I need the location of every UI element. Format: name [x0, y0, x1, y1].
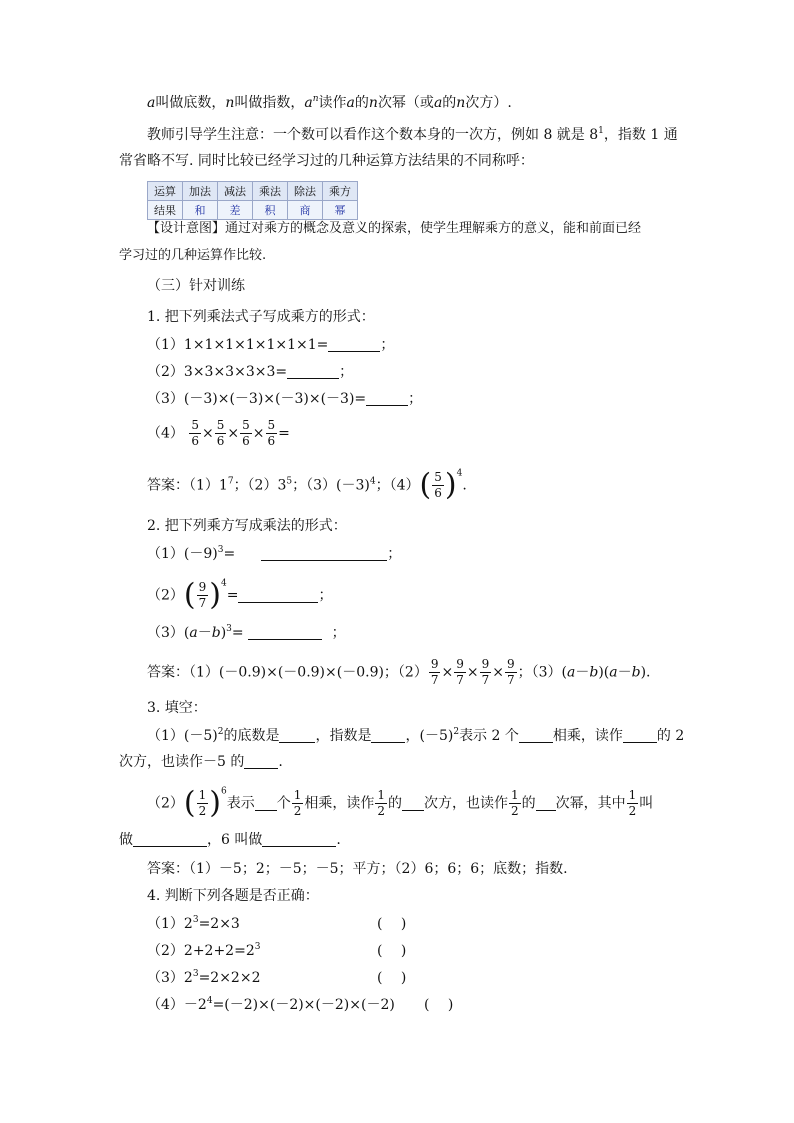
- table-cell: 减法: [218, 182, 253, 201]
- question-3-answer: 答案：（1）－5；2；－5；－5；平方；（2）6；6；6；底数；指数.: [147, 861, 568, 877]
- answer-blank[interactable]: [402, 795, 424, 811]
- question-1-answer: 答案：$(1)1^7$；$(2)3^5$；$(3)(-3)^4$；（4）( $\frac{5}{6}$ )$^4$.: [147, 467, 467, 503]
- fraction: $\frac{9}{7}$: [456, 657, 464, 687]
- answer-blank[interactable]: [328, 336, 380, 352]
- question-2-answer: 答案：（1）(－0.9)×(－0.9)×(－0.9)；（2） $\frac{9}{7}$ × $\frac{9}{7}$ × $\frac{9}{7}$ × $\frac{9}{7}$ ；（3）(a－b)(a－b).: [147, 657, 651, 687]
- fraction: $\frac{9}{7}$: [506, 657, 515, 687]
- table-cell: 积: [253, 201, 288, 220]
- question-3-item-1-line2: 次方，也读作－5 的 .: [119, 754, 283, 770]
- table-cell: 和: [183, 201, 218, 220]
- question-1-item-4: （4） $\frac{5}{6}$ × $\frac{5}{6}$ × $\frac{5}{6}$ × $\frac{5}{6}$ =: [147, 418, 290, 448]
- table-cell-highlight: 幂: [323, 201, 358, 220]
- question-4-item-1: $(1)2^3=2\times 3$: [147, 915, 240, 932]
- right-paren: ): [444, 467, 457, 503]
- fraction: $\frac{1}{2}$: [293, 788, 302, 818]
- design-intent-line1: 【设计意图】通过对乘方的概念及意义的探索，使学生理解乘方的意义，能和前面已经: [147, 221, 642, 236]
- question-2-item-3: $(3)(a-b)^3=$ ；: [147, 624, 346, 641]
- question-2-item-2: （2）( $\frac{9}{7}$ )$^4$= ；: [147, 577, 333, 613]
- left-paren: (: [183, 785, 196, 821]
- question-2-item-1: $(1)(-9)^3=$ ；: [147, 545, 402, 562]
- question-4-item-3: $(3)2^3=2\times 2\times 2$: [147, 969, 261, 986]
- fraction: $\frac{5}{6}$: [191, 418, 200, 448]
- table-row-header: [148, 182, 358, 201]
- fraction: $\frac{1}{2}$: [198, 788, 207, 818]
- answer-blank[interactable]: [287, 363, 339, 379]
- question-1-title: 1. 把下列乘法式子写成乘方的形式：: [147, 309, 375, 325]
- answer-blank[interactable]: [244, 753, 278, 769]
- answer-blank[interactable]: [262, 831, 336, 847]
- fraction: $\frac{5}{6}$: [267, 418, 276, 448]
- answer-blank[interactable]: [255, 795, 277, 811]
- answer-blank[interactable]: [371, 727, 405, 743]
- right-paren: ): [209, 577, 221, 613]
- answer-blank[interactable]: [519, 727, 553, 743]
- answer-blank[interactable]: [366, 390, 408, 406]
- right-paren: ): [209, 785, 221, 821]
- design-intent-line2: 学习过的几种运算作比较.: [119, 248, 267, 263]
- fraction: $\frac{5}{6}$: [216, 418, 225, 448]
- question-1-item-3: （3）(－3)×(－3)×(－3)×(－3)= ；: [147, 391, 423, 407]
- paragraph-power-definition: a叫做底数，n叫做指数，$a^n$读作a的n次幂（或a的n次方）.: [147, 94, 512, 111]
- answer-blank[interactable]: [133, 831, 207, 847]
- table-cell: 差: [218, 201, 253, 220]
- table-cell: 加法: [183, 182, 218, 201]
- question-1-item-2: （2）3×3×3×3×3= ；: [147, 364, 354, 380]
- question-1-item-1: （1）1×1×1×1×1×1×1= ；: [147, 337, 395, 353]
- judge-bracket[interactable]: ( ): [377, 916, 407, 932]
- left-paren: (: [419, 467, 432, 503]
- answer-blank[interactable]: [536, 795, 556, 811]
- operations-table: [147, 181, 358, 220]
- judge-bracket[interactable]: ( ): [377, 970, 407, 986]
- table-cell: 结果: [148, 201, 183, 220]
- answer-blank[interactable]: [261, 545, 387, 561]
- answer-blank[interactable]: [238, 587, 318, 603]
- left-paren: (: [183, 577, 196, 613]
- question-3-item-2-line2: 做 ，6 叫做 .: [119, 832, 341, 848]
- fraction: $\frac{1}{2}$: [628, 788, 637, 818]
- section-heading: （三）针对训练: [147, 278, 245, 294]
- table-row-result: [148, 201, 358, 220]
- table-cell: 运算: [148, 182, 183, 201]
- answer-blank[interactable]: [623, 727, 657, 743]
- fraction: $\frac{5}{6}$: [434, 470, 442, 500]
- judge-bracket[interactable]: ( ): [377, 943, 407, 959]
- question-3-title: 3. 填空：: [147, 700, 207, 716]
- table-cell: 乘法: [253, 182, 288, 201]
- question-4-item-4: $(4)-2^4=(-2)\times(-2)\times(-2)\times(-2)$: [147, 996, 395, 1013]
- paragraph-teacher-note-line2: 常省略不写. 同时比较已经学习过的几种运算方法结果的不同称呼：: [119, 153, 534, 169]
- fraction: $\frac{9}{7}$: [430, 657, 439, 687]
- judge-bracket[interactable]: ( ): [424, 997, 454, 1013]
- table-cell: 除法: [288, 182, 323, 201]
- fraction: $\frac{5}{6}$: [242, 418, 250, 448]
- question-4-title: 4. 判断下列各题是否正确：: [147, 888, 319, 904]
- table-cell: 乘方: [323, 182, 358, 201]
- fraction: $\frac{1}{2}$: [377, 788, 386, 818]
- question-3-item-2-line1: （2）( $\frac{1}{2}$ )$^6$表示 个 $\frac{1}{2}$ 相乘，读作 $\frac{1}{2}$ 的 次方，也读作 $\frac{1}{2}$ 的 次幂，其中 $\frac{1}{2}$ 叫: [147, 785, 654, 821]
- question-4-item-2: $(2)2+2+2=2^3$: [147, 942, 261, 959]
- fraction: $\frac{9}{7}$: [198, 580, 207, 610]
- question-2-title: 2. 把下列乘方写成乘法的形式：: [147, 518, 347, 534]
- fraction: $\frac{1}{2}$: [511, 788, 519, 818]
- fraction: $\frac{9}{7}$: [481, 657, 490, 687]
- question-3-item-1-line1: $(1)(-5)^2$的底数是 ，指数是 ，$(-5)^2$表示 2 个 相乘，读作 的 2: [147, 727, 685, 744]
- answer-blank[interactable]: [279, 727, 315, 743]
- table-cell: 商: [288, 201, 323, 220]
- answer-blank[interactable]: [248, 624, 322, 640]
- paragraph-teacher-note-line1: 教师引导学生注意：一个数可以看作这个数本身的一次方，例如 8 就是 $8^1$，指数 1 通: [147, 126, 678, 143]
